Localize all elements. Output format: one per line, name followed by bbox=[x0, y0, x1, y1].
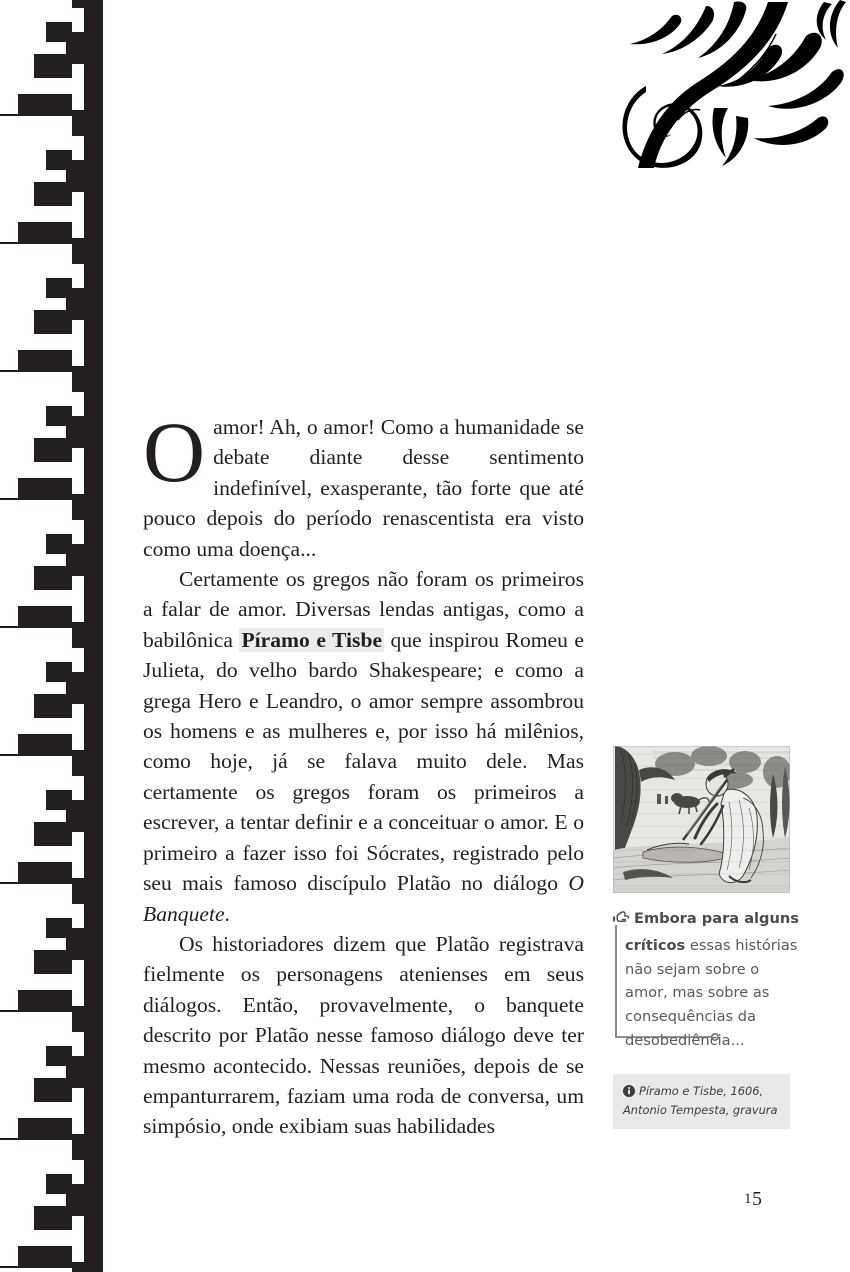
paragraph-3-text: Os historiadores dizem que Platão registrava fielmente os personagens atenienses em seus diálogos. Então, provavelmente, o banquete descrito por Platão nesse famoso diálogo deve ter mesmo acontecido. Nessas reuniões, depois de se empanturrarem, faziam uma roda de conversa, um simpósio, onde exibiam suas habilidades bbox=[143, 931, 584, 1139]
paragraph-2-tail: . bbox=[224, 901, 230, 926]
callout-rest-text: essas histórias não sejam sobre o amor, mas sobre as consequências da desobediência... bbox=[625, 936, 798, 1049]
paragraph-3 bbox=[143, 929, 584, 1142]
callout-text bbox=[613, 907, 800, 1053]
acanthus-flourish-ornament bbox=[618, 0, 850, 172]
caption-line-1: Píramo e Tisbe, 1606, bbox=[639, 1084, 764, 1098]
paragraph-2-intro: Certamente os gregos não foram os primeiros a falar de amor. Diversas lendas antigas, como a babilônica bbox=[143, 567, 584, 652]
paragraph-2-middle: que inspirou Romeu e Julieta, do velho bardo Shakespeare; e como a grega Hero e Leandro, o amor sempre assombrou os homens e as mulheres e, por isso há milênios, como hoje, já se falava muito dele. Mas certamente os gregos foram os primeiros a escrever, a tentar definir e a conceituar o amor. E o primeiro a fazer isso foi Sócrates, registrado pelo seu mais famoso discípulo Platão no diálogo bbox=[143, 627, 585, 896]
book-title-o-banquete: O Banquete bbox=[143, 871, 584, 926]
figure-caption bbox=[613, 1074, 790, 1129]
paragraph-1 bbox=[143, 404, 584, 564]
paragraph-2 bbox=[143, 564, 584, 929]
page-number bbox=[744, 1188, 763, 1211]
callout-bold-text: Embora para alguns críticos bbox=[625, 910, 799, 954]
highlighted-keyword: Píramo e Tisbe bbox=[241, 627, 383, 652]
drop-cap: O bbox=[143, 404, 206, 500]
greek-key-border bbox=[0, 0, 103, 1272]
callout-pullquote bbox=[613, 907, 800, 1053]
body-text-column bbox=[143, 404, 585, 1142]
page-number-digit-2: 5 bbox=[752, 1188, 763, 1210]
paragraph-1-text: amor! Ah, o amor! Como a humanidade se debate diante desse sentimento indefinível, exasperante, tão forte que até pouco depois do período renascentista era visto como uma doença... bbox=[143, 415, 584, 561]
info-icon bbox=[623, 1085, 635, 1102]
page-number-digit-1: 1 bbox=[744, 1191, 752, 1207]
caption-line-2: Antonio Tempesta, gravura bbox=[623, 1103, 778, 1117]
sidebar bbox=[613, 746, 799, 1053]
pointing-hand-icon bbox=[613, 910, 630, 934]
piramo-e-tisbe-engraving bbox=[613, 746, 790, 893]
